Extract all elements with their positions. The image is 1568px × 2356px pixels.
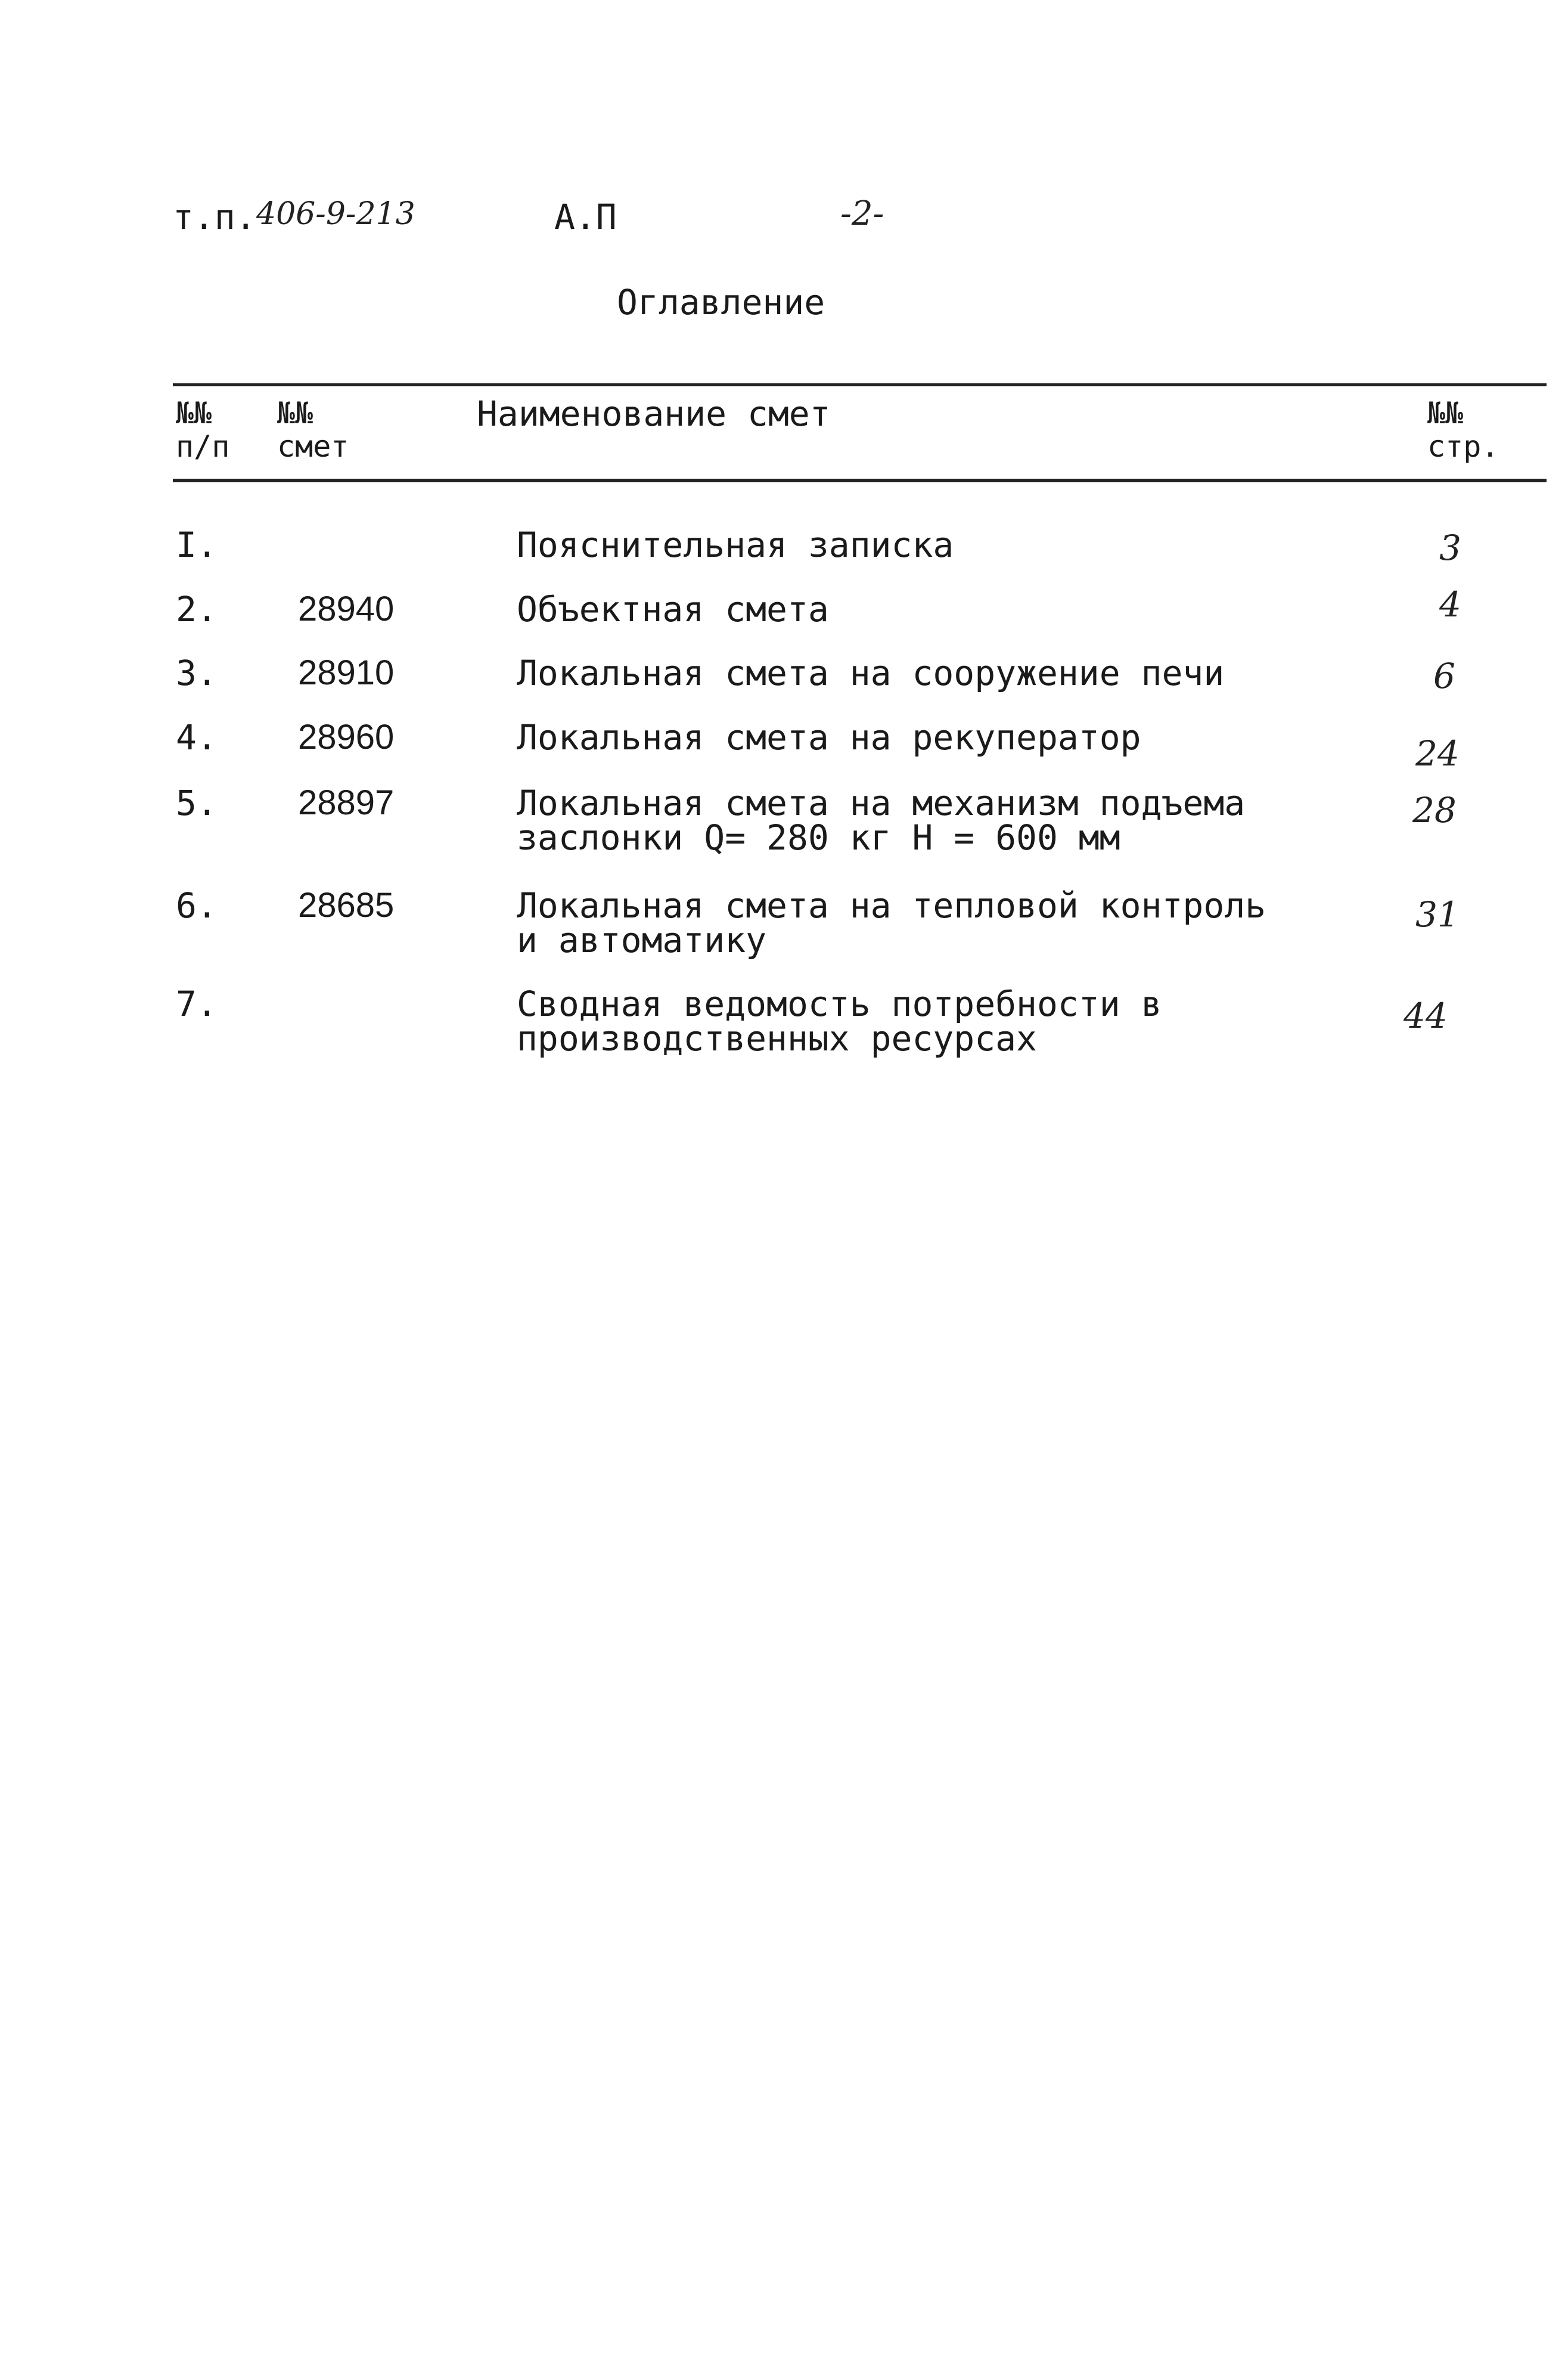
row-name-line2: и автоматику bbox=[517, 920, 767, 960]
row-page: 3 bbox=[1439, 528, 1461, 568]
row-code: 28910 bbox=[298, 653, 395, 692]
row-number: I. bbox=[176, 525, 218, 565]
header-col-estimate-line1: №№ bbox=[277, 396, 313, 430]
row-number: 4. bbox=[176, 717, 218, 758]
header-col-number bbox=[176, 396, 229, 463]
row-code: 28897 bbox=[298, 783, 395, 822]
row-number: 7. bbox=[176, 984, 218, 1024]
header-col-estimate-line2: смет bbox=[277, 429, 349, 464]
row-name-line1: Локальная смета на тепловой контроль bbox=[517, 885, 1266, 926]
row-number: 6. bbox=[176, 885, 218, 926]
row-page: 44 bbox=[1404, 996, 1448, 1036]
row-page: 31 bbox=[1415, 894, 1460, 935]
page-number: -2- bbox=[840, 194, 884, 233]
header-col-name: Наименование смет bbox=[477, 393, 831, 434]
row-name-line1: Сводная ведомость потребности в bbox=[517, 984, 1162, 1024]
header-col-estimate bbox=[277, 396, 349, 463]
header-col-page-line2: стр. bbox=[1427, 429, 1499, 464]
header-col-page bbox=[1427, 396, 1499, 463]
row-number: 3. bbox=[176, 653, 218, 693]
header-col-number-line1: №№ bbox=[176, 396, 212, 430]
row-number: 2. bbox=[176, 589, 218, 630]
row-code: 28685 bbox=[298, 886, 395, 925]
row-page: 28 bbox=[1412, 790, 1457, 830]
row-name-line2: заслонки Q= 280 кг H = 600 мм bbox=[517, 817, 1120, 858]
row-page: 6 bbox=[1433, 656, 1455, 696]
header-col-number-line2: п/п bbox=[176, 429, 230, 464]
row-page: 4 bbox=[1439, 584, 1461, 625]
row-name-line2: производственных ресурсах bbox=[517, 1018, 1037, 1059]
row-number: 5. bbox=[176, 783, 218, 823]
row-code: 28940 bbox=[298, 590, 395, 628]
row-code: 28960 bbox=[298, 718, 395, 757]
row-name-line1: Локальная смета на механизм подъема bbox=[517, 783, 1246, 823]
table-header-rule bbox=[173, 479, 1547, 482]
page-title: Оглавление bbox=[617, 282, 825, 323]
doc-prefix: т.п. bbox=[173, 197, 256, 237]
album-label: А.П bbox=[554, 197, 617, 237]
row-name-line1: Локальная смета на сооружение печи bbox=[517, 653, 1225, 693]
table-top-rule bbox=[173, 383, 1547, 386]
header-col-page-line1: №№ bbox=[1427, 396, 1464, 430]
row-name-line1: Пояснительная записка bbox=[517, 525, 954, 565]
row-name-line1: Объектная смета bbox=[517, 589, 829, 630]
row-page: 24 bbox=[1415, 733, 1460, 774]
doc-number: 406-9-213 bbox=[256, 196, 415, 232]
row-name-line1: Локальная смета на рекуператор bbox=[517, 717, 1141, 758]
